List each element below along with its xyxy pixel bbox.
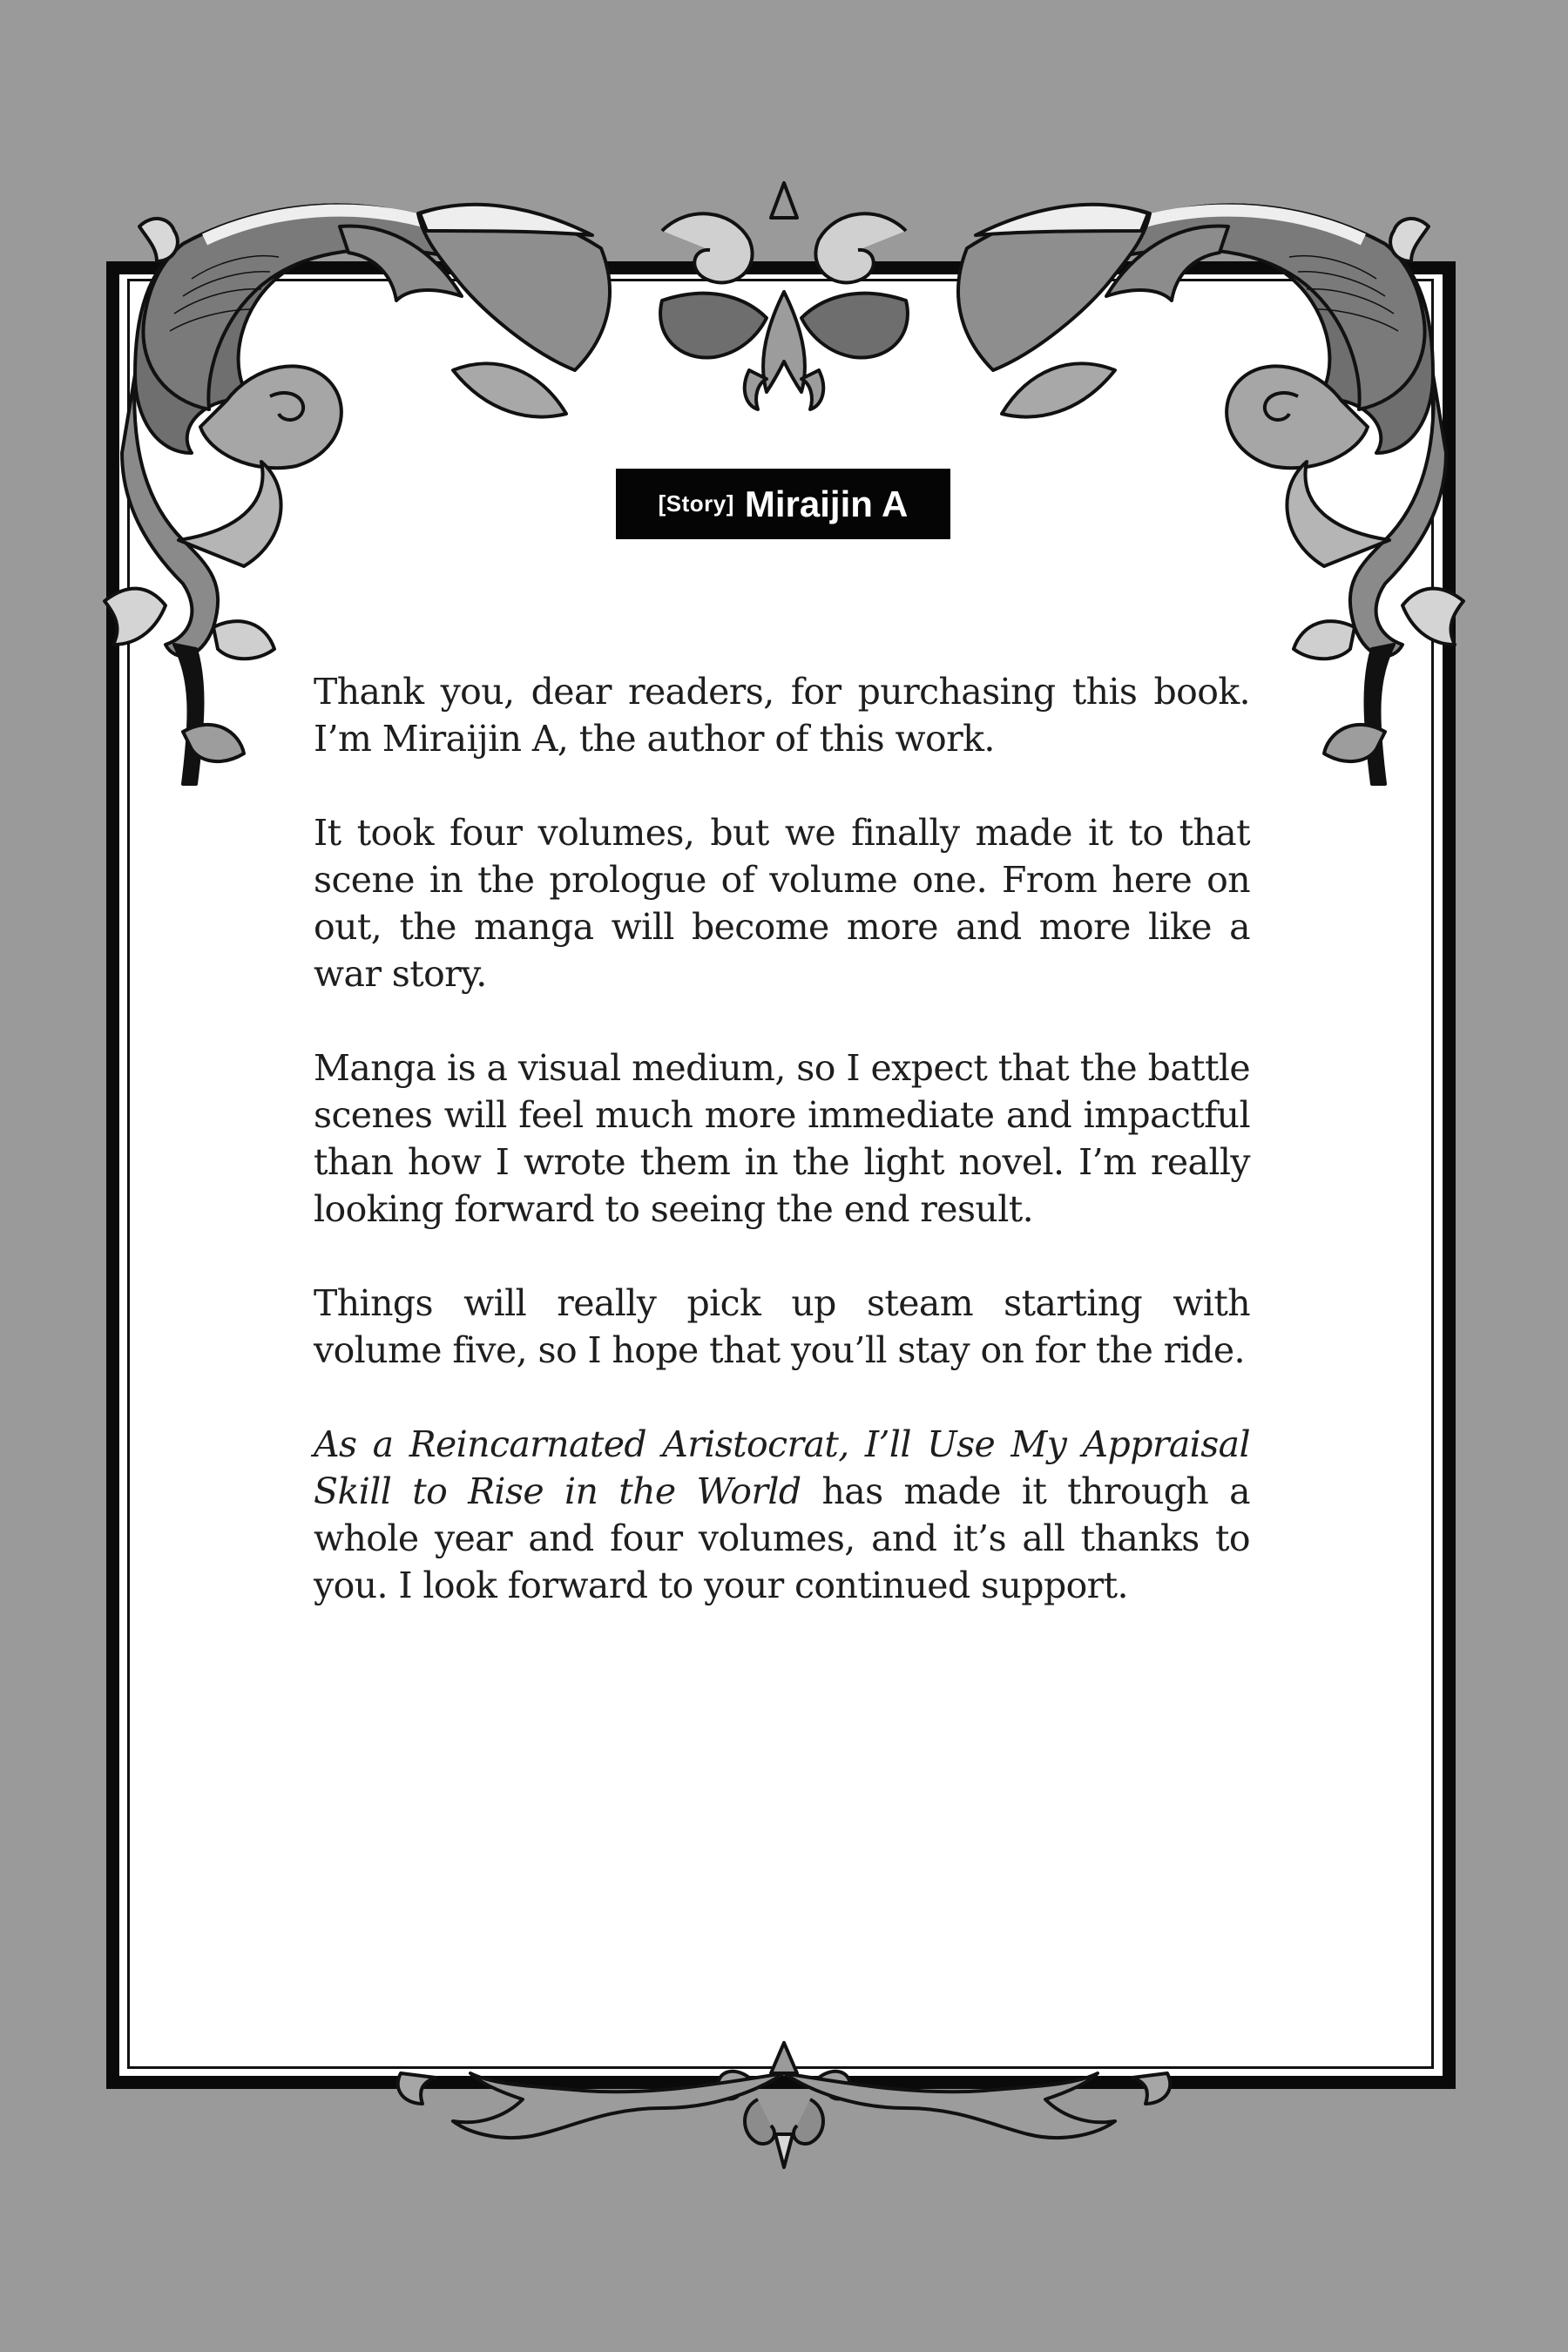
paragraph-thanks: Thank you, dear readers, for purchasing this book. I’m Miraijin A, the author of this work. xyxy=(314,671,1250,760)
author-credit-label xyxy=(616,469,950,539)
series-title: As a Reincarnated Aristocrat, I’ll Use My Appraisal Skill to Rise in the World xyxy=(314,1423,1250,1512)
paragraph-four-volumes: It took four volumes, but we finally made it to that scene in the prologue of volume one. From here on out, the manga will become more and more like a war story. xyxy=(314,812,1250,995)
credit-role: [Story] xyxy=(658,490,734,517)
paragraph-closing xyxy=(314,1421,1250,1609)
afterword-text xyxy=(314,668,1250,1609)
credit-author-name: Miraijin A xyxy=(744,483,909,524)
closing-text: has made it through a whole year and four volumes, and it’s all thanks to you. I look forward to your continued support. xyxy=(314,1470,1250,1606)
winged-crest-ornament-top xyxy=(401,170,1167,440)
fleur-flourish-ornament-bottom xyxy=(383,2038,1185,2169)
paragraph-volume-five: Things will really pick up steam starting with volume five, so I hope that you’ll stay on for the ride. xyxy=(314,1282,1250,1371)
paragraph-visual-medium: Manga is a visual medium, so I expect that the battle scenes will feel much more immediate and impactful than how I wrote them in the light novel. I’m really looking forward to seeing the end result. xyxy=(314,1047,1250,1230)
